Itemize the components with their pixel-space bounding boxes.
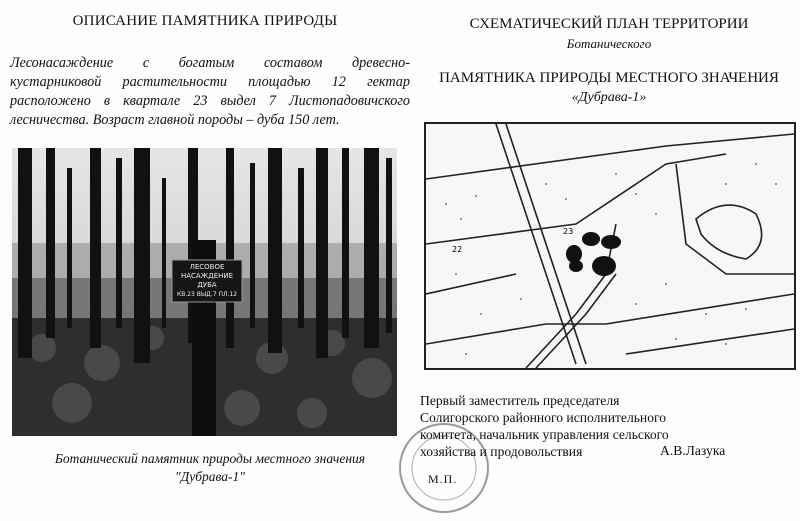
photo-sign xyxy=(172,260,242,302)
territory-map xyxy=(424,122,796,370)
photo-sign-text: ДУБА xyxy=(197,281,217,289)
signature-line: комитета, начальник управления сельского xyxy=(420,427,669,442)
description xyxy=(10,54,410,130)
plan-title: СХЕМАТИЧЕСКИЙ ПЛАН ТЕРРИТОРИИ xyxy=(469,16,749,32)
photo-sign-text: КВ.23 ВЫД.7 ПЛ.12 xyxy=(176,291,238,298)
signatory-name: А.В.Лазука xyxy=(660,443,726,458)
description-line: лесничества. Возраст главной породы – дуба 150 лет. xyxy=(10,112,340,128)
left-title: ОПИСАНИЕ ПАМЯТНИКА ПРИРОДЫ xyxy=(72,13,338,29)
territory-map-drawing xyxy=(426,124,794,368)
caption-line2: "Дубрава-1" xyxy=(175,469,245,484)
forest-photo xyxy=(12,148,397,436)
signature-line: Солигорского районного исполнительного xyxy=(420,410,667,425)
description-line: Лесонасаждение с богатым составом древесно- xyxy=(10,55,410,71)
map-label-23: 23 xyxy=(563,227,574,236)
photo-sign-text: НАСАЖДЕНИЕ xyxy=(180,272,234,280)
signature-line: хозяйства и продовольствия xyxy=(420,444,583,459)
photo-sign-text: ЛЕСОВОЕ xyxy=(189,263,225,271)
monument-name: «Дубрава-1» xyxy=(571,90,647,105)
map-label-22: 22 xyxy=(452,245,463,254)
stamp-place-label: М.П. xyxy=(428,472,458,486)
plan-title2: ПАМЯТНИКА ПРИРОДЫ МЕСТНОГО ЗНАЧЕНИЯ xyxy=(439,70,779,86)
forest-photo-image xyxy=(12,148,397,436)
plan-subtitle: Ботанического xyxy=(566,36,652,51)
description-line: расположено в квартале 23 выдел 7 Листопадовичского xyxy=(10,93,410,109)
signature-block xyxy=(420,392,780,460)
photo-caption xyxy=(10,450,410,486)
caption-line1: Ботанический памятник природы местного значения xyxy=(54,451,366,466)
signature-line: Первый заместитель председателя xyxy=(420,393,620,408)
description-line: кустарниковой растительности площадью 12 гектар xyxy=(10,74,410,90)
